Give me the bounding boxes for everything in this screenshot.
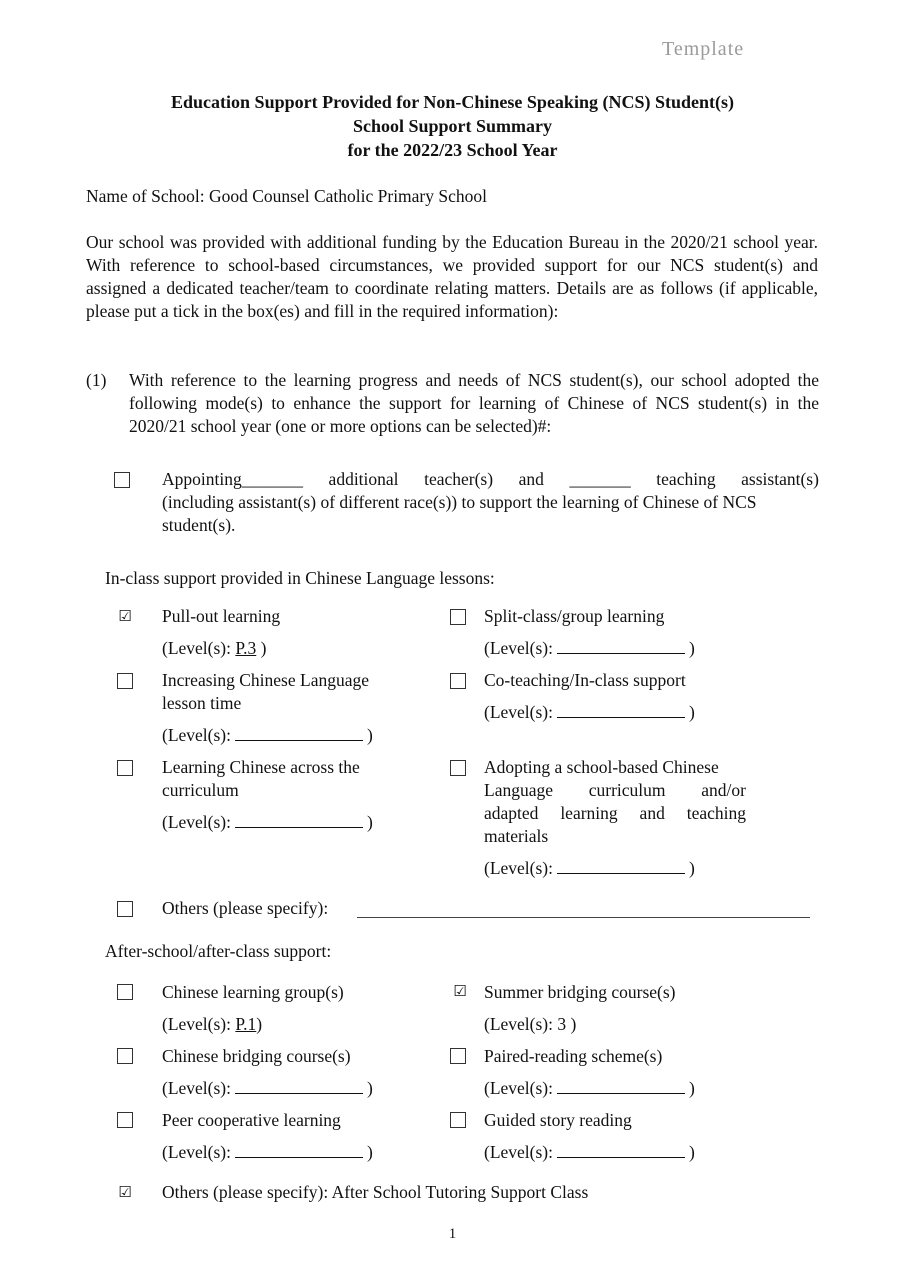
- school-name: Name of School: Good Counsel Catholic Primary School: [86, 186, 487, 206]
- page-number: 1: [448, 1226, 457, 1242]
- summer-checkbox[interactable]: [452, 983, 468, 999]
- across-checkbox[interactable]: [117, 760, 133, 776]
- split-checkbox[interactable]: [450, 609, 466, 625]
- summer-label: Summer bridging course(s): [484, 982, 676, 1002]
- bridging-level-blank[interactable]: [235, 1078, 363, 1094]
- bridging-level: (Level(s): ): [162, 1078, 373, 1098]
- guided-label: Guided story reading: [484, 1110, 632, 1130]
- appointing-line-1: [162, 468, 819, 491]
- coteaching-level: (Level(s): ): [484, 702, 695, 722]
- split-level: (Level(s): ): [484, 638, 695, 658]
- inclass-others-field[interactable]: [357, 917, 810, 918]
- section-number: (1): [86, 370, 107, 390]
- inclass-others-label: Others (please specify):: [162, 898, 329, 918]
- paired-level: (Level(s): ): [484, 1078, 695, 1098]
- increasing-checkbox[interactable]: [117, 673, 133, 689]
- pullout-level-value: P.3: [235, 638, 257, 658]
- across-level: (Level(s): ): [162, 812, 373, 832]
- adopting-line-4: materials: [484, 826, 549, 846]
- summer-level: (Level(s): 3 ): [484, 1014, 577, 1034]
- pullout-level: (Level(s): P.3 ): [162, 638, 267, 658]
- title-line-1: Education Support Provided for Non-Chinese Speaking (NCS) Student(s): [171, 92, 734, 112]
- peer-level: (Level(s): ): [162, 1142, 373, 1162]
- appointing-line-2: (including assistant(s) of different race(s)) to support the learning of Chinese of NCS: [162, 492, 757, 512]
- appointing-word: and: [518, 469, 544, 489]
- learning-group-label: Chinese learning group(s): [162, 982, 344, 1002]
- appointing-line-3: student(s).: [162, 515, 236, 535]
- guided-checkbox[interactable]: [450, 1112, 466, 1128]
- inclass-others-checkbox[interactable]: [117, 901, 133, 917]
- pullout-label: Pull-out learning: [162, 606, 281, 626]
- across-label-2: curriculum: [162, 780, 239, 800]
- guided-level-blank[interactable]: [557, 1142, 685, 1158]
- bridging-label: Chinese bridging course(s): [162, 1046, 351, 1066]
- split-label: Split-class/group learning: [484, 606, 665, 626]
- title-line-2: School Support Summary: [352, 116, 553, 136]
- increasing-level-blank[interactable]: [235, 725, 363, 741]
- across-label-1: Learning Chinese across the: [162, 757, 360, 777]
- adopting-level: (Level(s): ): [484, 858, 695, 878]
- appointing-word: Appointing_______: [162, 469, 303, 489]
- intro-paragraph: Our school was provided with additional funding by the Education Bureau in the 2020/21 school year. With reference to school-based circumstances, we provided support for our NCS student(s) and assigned a dedicated teacher/team to coordinate relating matters. Details are as follows (if applicable, please put a tick in the box(es) and fill in the required information):: [86, 232, 818, 321]
- section1-text: With reference to the learning progress and needs of NCS student(s), our school adopted the following mode(s) to enhance the support for learning of Chinese of NCS student(s) in the 2020/21 school year (one or more options can be selected)#:: [129, 370, 819, 436]
- coteaching-label: Co-teaching/In-class support: [484, 670, 686, 690]
- across-level-blank[interactable]: [235, 812, 363, 828]
- split-level-blank[interactable]: [557, 638, 685, 654]
- peer-checkbox[interactable]: [117, 1112, 133, 1128]
- inclass-heading: In-class support provided in Chinese Language lessons:: [105, 568, 495, 588]
- appointing-word: teaching: [656, 469, 716, 489]
- paired-label: Paired-reading scheme(s): [484, 1046, 663, 1066]
- template-label: Template: [662, 38, 745, 60]
- adopting-level-blank[interactable]: [557, 858, 685, 874]
- check-mark-icon: ☑: [118, 606, 132, 625]
- appointing-word: assistant(s): [741, 469, 819, 489]
- check-mark-icon: ☑: [453, 981, 467, 1000]
- coteaching-level-blank[interactable]: [557, 702, 685, 718]
- document-title: [0, 90, 905, 162]
- peer-label: Peer cooperative learning: [162, 1110, 341, 1130]
- appointing-word: _______: [569, 469, 631, 489]
- paired-checkbox[interactable]: [450, 1048, 466, 1064]
- learning-group-level: (Level(s): P.1): [162, 1014, 263, 1034]
- afterschool-others-checkbox[interactable]: [117, 1184, 133, 1200]
- adopting-line-3: adapted learning and teaching: [484, 803, 746, 823]
- increasing-label-1: Increasing Chinese Language: [162, 670, 370, 690]
- afterschool-others-label: Others (please specify): After School Tutoring Support Class: [162, 1182, 589, 1202]
- coteaching-checkbox[interactable]: [450, 673, 466, 689]
- check-mark-icon: ☑: [118, 1182, 132, 1201]
- increasing-label-2: lesson time: [162, 693, 242, 713]
- adopting-line-1: Adopting a school-based Chinese: [484, 757, 719, 777]
- peer-level-blank[interactable]: [235, 1142, 363, 1158]
- learning-group-level-value: P.1: [235, 1014, 257, 1034]
- appointing-word: teacher(s): [424, 469, 494, 489]
- learning-group-checkbox[interactable]: [117, 984, 133, 1000]
- bridging-checkbox[interactable]: [117, 1048, 133, 1064]
- increasing-level: (Level(s): ): [162, 725, 373, 745]
- guided-level: (Level(s): ): [484, 1142, 695, 1162]
- adopting-checkbox[interactable]: [450, 760, 466, 776]
- afterschool-heading: After-school/after-class support:: [105, 941, 332, 961]
- appointing-checkbox[interactable]: [114, 472, 130, 488]
- adopting-line-2: Language curriculum and/or: [484, 780, 746, 800]
- pullout-checkbox[interactable]: [117, 608, 133, 624]
- appointing-word: additional: [328, 469, 399, 489]
- paired-level-blank[interactable]: [557, 1078, 685, 1094]
- title-line-3: for the 2022/23 School Year: [347, 140, 558, 160]
